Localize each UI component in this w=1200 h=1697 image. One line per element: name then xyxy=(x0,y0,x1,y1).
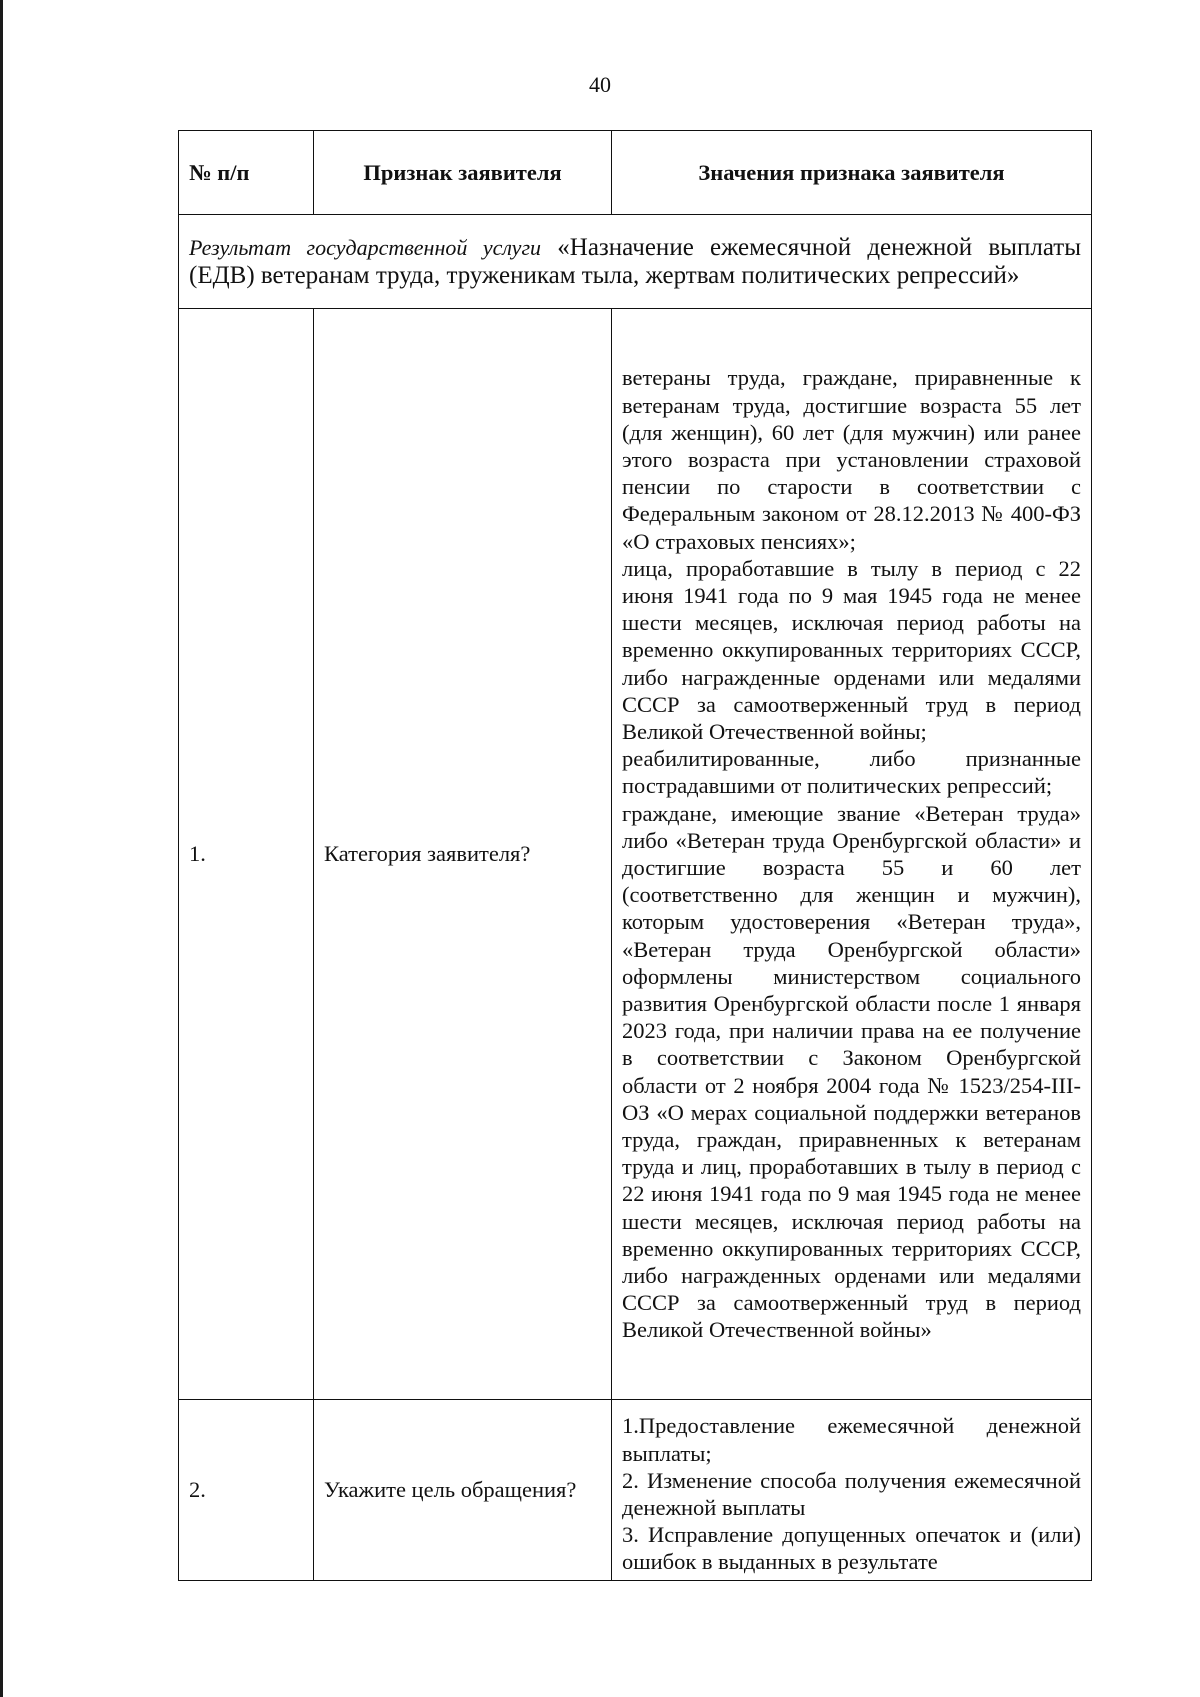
header-values: Значения признака заявителя xyxy=(612,131,1092,215)
row-number: 1. xyxy=(179,309,314,1400)
value-paragraph: граждане, имеющие звание «Ветеран труда» либо «Ветеран труда Оренбургской области» и достигшие возраста 55 и 60 лет (соответственно для женщин и мужчин), которым удостоверения «Ветеран труда», «Ветеран труда Оренбургской области» оформлены министерством социального развития Оренбургской области после 1 января 2023 года, при наличии права на ее получение в соответствии с Законом Оренбургской области от 2 ноября 2004 года № 1523/254-III-ОЗ «О мерах социальной поддержки ветеранов труда, граждан, приравненных к ветеранам труда и лиц, проработавших в тылу в период с 22 июня 1941 года по 9 мая 1945 года не менее шести месяцев, исключая период работы на временно оккупированных территориях СССР, либо награжденных орденами или медалями СССР за самоотверженный труд в период Великой Отечественной войны» xyxy=(622,800,1081,1343)
result-section-cell xyxy=(179,215,1092,309)
row-attribute: Категория заявителя? xyxy=(314,309,612,1400)
value-paragraph: 3. Исправление допущенных опечаток и (или) ошибок в выданных в результате xyxy=(622,1522,1081,1575)
header-attribute: Признак заявителя xyxy=(314,131,612,215)
table-row xyxy=(179,309,1092,1400)
table-header-row xyxy=(179,131,1092,215)
scan-edge-line xyxy=(0,0,3,1697)
result-label: Результат государственной услуги xyxy=(189,234,542,260)
value-paragraph: реабилитированные, либо признанные пострадавшими от политических репрессий; xyxy=(622,746,1081,799)
value-paragraph: 2. Изменение способа получения ежемесячной денежной выплаты xyxy=(622,1467,1081,1520)
result-text: «Назначение ежемесячной денежной выплаты (ЕДВ) ветеранам труда, труженикам тыла, жертвам политических репрессий» xyxy=(189,233,1082,289)
row-number: 2. xyxy=(179,1400,314,1581)
value-paragraph: лица, проработавшие в тылу в период с 22 июня 1941 года по 9 мая 1945 года не менее шести месяцев, исключая период работы на временно оккупированных территориях СССР, либо награжденные орденами или медалями СССР за самоотверженный труд в период Великой Отечественной войны; xyxy=(622,555,1081,744)
row-values xyxy=(612,309,1092,1400)
header-number: № п/п xyxy=(179,131,314,215)
row-values xyxy=(612,1400,1092,1581)
applicant-attributes-table xyxy=(178,130,1092,1581)
value-paragraph: ветераны труда, граждане, приравненные к ветеранам труда, достигшие возраста 55 лет (для женщин), 60 лет (для мужчин) или ранее этого возраста при установлении страховой пенсии по старости в соответствии с Федеральным законом от 28.12.2013 № 400-ФЗ «О страховых пенсиях»; xyxy=(622,365,1081,554)
result-section-row xyxy=(179,215,1092,309)
table-row xyxy=(179,1400,1092,1581)
value-paragraph: 1.Предоставление ежемесячной денежной выплаты; xyxy=(622,1413,1081,1466)
row-attribute: Укажите цель обращения? xyxy=(314,1400,612,1581)
page-number: 40 xyxy=(589,72,611,97)
